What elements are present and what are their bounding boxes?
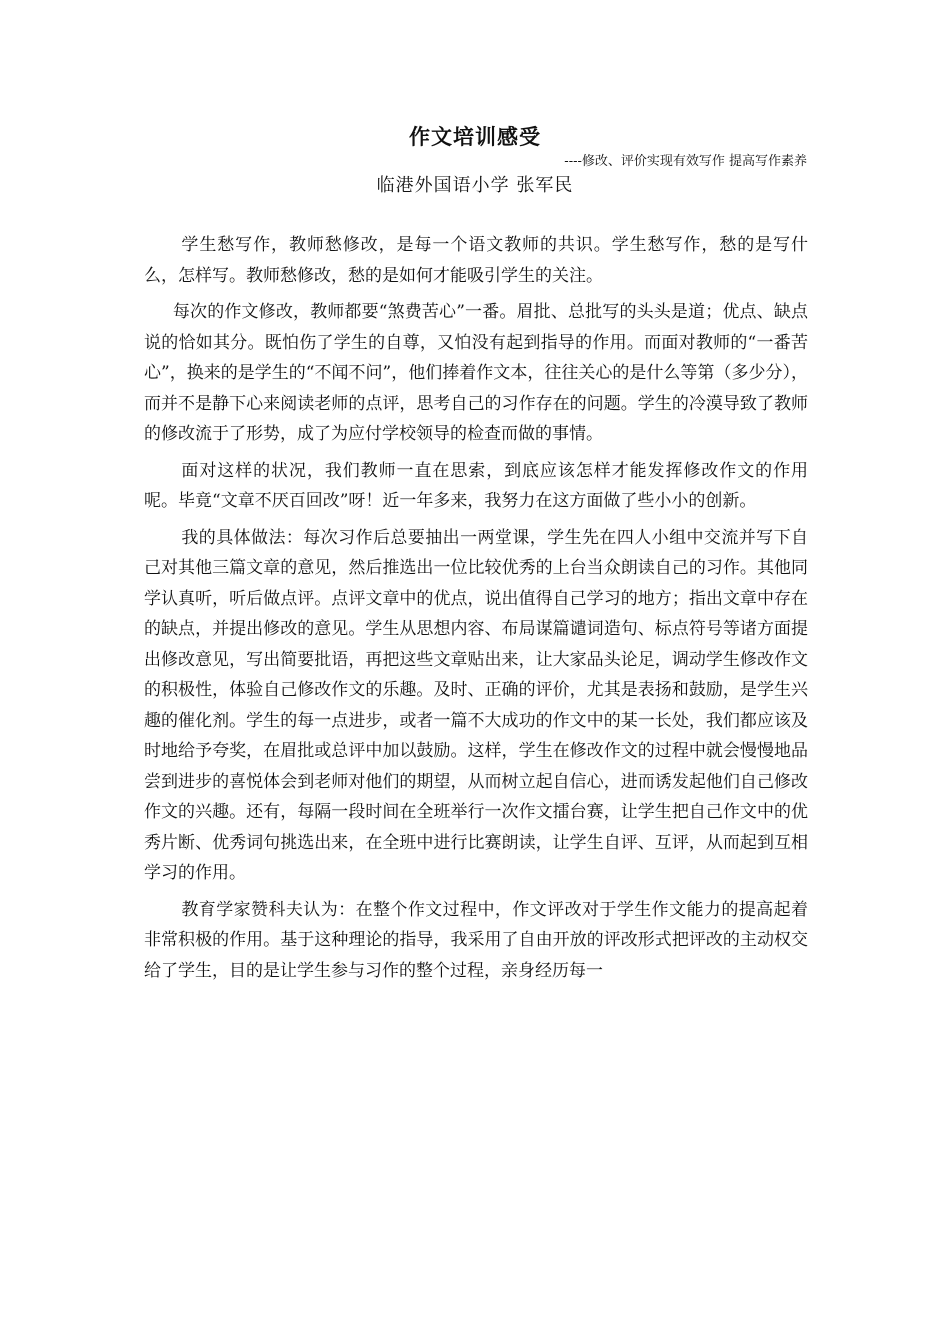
document-author: 临港外国语小学 张军民 (376, 175, 574, 196)
document-body (144, 230, 808, 992)
paragraph: 教育学家赞科夫认为：在整个作文过程中，作文评改对于学生作文能力的提高起着非常积极的作用。基于这种理论的指导，我采用了自由开放的评改形式把评改的主动权交给了学生，目的是让学生参与习作的整个过程，亲身经历每一 (144, 899, 808, 981)
document-subtitle: ----修改、评价实现有效写作 提高写作素养 (564, 154, 807, 169)
paragraph: 面对这样的状况，我们教师一直在思索，到底应该怎样才能发挥修改作文的作用呢。毕竟“文章不厌百回改”呀！近一年多来，我努力在这方面做了些小小的创新。 (144, 460, 808, 511)
paragraph: 学生愁写作，教师愁修改，是每一个语文教师的共识。学生愁写作，愁的是写什么，怎样写。教师愁修改，愁的是如何才能吸引学生的关注。 (144, 235, 808, 286)
paragraph: 我的具体做法：每次习作后总要抽出一两堂课，学生先在四人小组中交流并写下自己对其他三篇文章的意见，然后推选出一位比较优秀的上台当众朗读自己的习作。其他同学认真听，听后做点评。点评文章中的优点，说出值得自己学习的地方；指出文章中存在的缺点，并提出修改的意见。学生从思想内容、布局谋篇谴词造句、标点符号等诸方面提出修改意见，写出简要批语，再把这些文章贴出来，让大家品头论足，调动学生修改作文的积极性，体验自己修改作文的乐趣。及时、正确的评价，尤其是表扬和鼓励，是学生兴趣的催化剂。学生的每一点进步，或者一篇不大成功的作文中的某一长处，我们都应该及时地给予夸奖，在眉批或总评中加以鼓励。这样，学生在修改作文的过程中就会慢慢地品尝到进步的喜悦体会到老师对他们的期望，从而树立起自信心，进而诱发起他们自己修改作文的兴趣。还有，每隔一段时间在全班举行一次作文擂台赛，让学生把自己作文中的优秀片断、优秀词句挑选出来，在全班中进行比赛朗读，让学生自评、互评，从而起到互相学习的作用。 (144, 527, 808, 883)
document-title: 作文培训感受 (409, 124, 541, 149)
paragraph: 每次的作文修改，教师都要“煞费苦心”一番。眉批、总批写的头头是道；优点、缺点说的恰如其分。既怕伤了学生的自尊，又怕没有起到指导的作用。而面对教师的“一番苦心”，换来的是学生的“不闻不问”，他们捧着作文本，往往关心的是什么等第（多少分），而并不是静下心来阅读老师的点评，思考自己的习作存在的问题。学生的冷漠导致了教师的修改流于了形势，成了为应付学校领导的检查而做的事情。 (144, 302, 808, 444)
